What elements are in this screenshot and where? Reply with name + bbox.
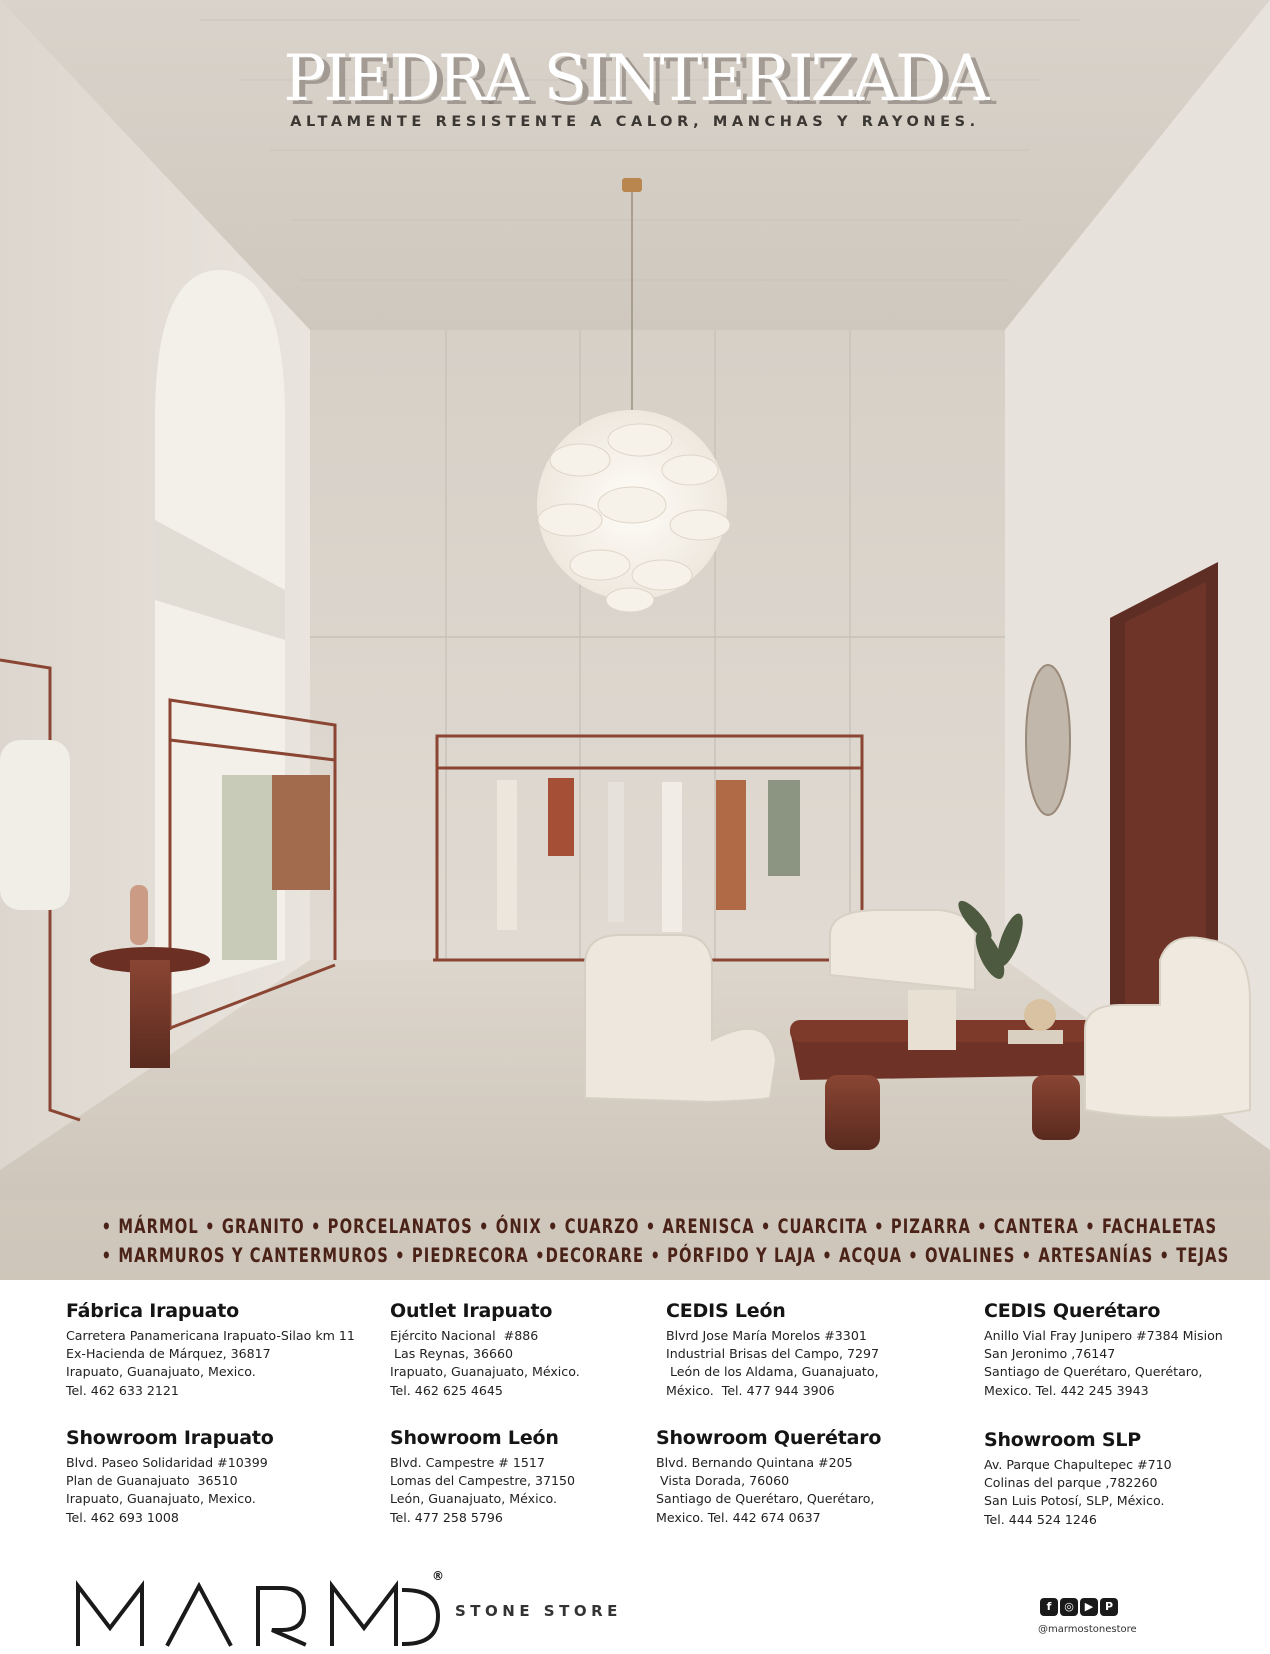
location-cedis-leon <box>666 1300 976 1400</box>
instagram-icon[interactable]: ◎ <box>1060 1598 1078 1616</box>
location-address: Anillo Vial Fray Junipero #7384 Mision San Jeronimo ,76147 Santiago de Querétaro, Querétaro, Mexico. Tel. 442 245 3943 <box>984 1328 1223 1398</box>
location-cedis-queretaro <box>984 1300 1270 1400</box>
location-name: Showroom Irapuato <box>66 1427 274 1449</box>
location-name: Showroom Querétaro <box>656 1427 882 1449</box>
location-name: Fábrica Irapuato <box>66 1300 240 1322</box>
social-icons <box>1040 1598 1118 1616</box>
location-address: Av. Parque Chapultepec #710 Colinas del parque ,782260 San Luis Potosí, SLP, México. Tel. 444 524 1246 <box>984 1457 1172 1527</box>
registered-mark: ® <box>432 1569 444 1583</box>
location-address: Blvrd Jose María Morelos #3301 Industrial Brisas del Campo, 7297 León de los Aldama, Guanajuato, México. Tel. 477 944 3906 <box>666 1328 880 1398</box>
location-name: Showroom SLP <box>984 1429 1142 1451</box>
location-address: Carretera Panamericana Irapuato-Silao km 11 Ex-Hacienda de Márquez, 36817 Irapuato, Guanajuato, Mexico. Tel. 462 633 2121 <box>66 1328 355 1398</box>
materials-line-1: • MÁRMOL • GRANITO • PORCELANATOS • ÓNIX • CUARZO • ARENISCA • CUARCITA • PIZARRA • CANTERA • FACHALETAS <box>101 1215 1218 1238</box>
location-address: Blvd. Paseo Solidaridad #10399 Plan de Guanajuato 36510 Irapuato, Guanajuato, Mexico. Tel. 462 693 1008 <box>66 1455 268 1525</box>
youtube-icon[interactable]: ▶ <box>1080 1598 1098 1616</box>
tagline: STONE STORE <box>455 1602 622 1620</box>
facebook-icon[interactable]: f <box>1040 1598 1058 1616</box>
location-name: Outlet Irapuato <box>390 1300 553 1322</box>
location-showroom-slp <box>984 1429 1270 1529</box>
materials-line-2: • MARMUROS Y CANTERMUROS • PIEDRECORA •DECORARE • PÓRFIDO Y LAJA • ACQUA • OVALINES • ARTESANÍAS • TEJAS <box>101 1244 1230 1267</box>
location-name: CEDIS León <box>666 1300 786 1322</box>
social-handle[interactable]: @marmostonestore <box>1038 1624 1137 1635</box>
location-fabrica-irapuato <box>66 1300 376 1400</box>
subheadline: ALTAMENTE RESISTENTE A CALOR, MANCHAS Y RAYONES. <box>290 114 980 130</box>
location-showroom-leon <box>390 1427 700 1527</box>
location-showroom-queretaro <box>656 1427 966 1527</box>
location-name: Showroom León <box>390 1427 559 1449</box>
headline: PIEDRA SINTERIZADA <box>283 42 987 116</box>
pinterest-icon[interactable]: P <box>1100 1598 1118 1616</box>
location-outlet-irapuato <box>390 1300 700 1400</box>
location-address: Blvd. Bernando Quintana #205 Vista Dorada, 76060 Santiago de Querétaro, Querétaro, Mexico. Tel. 442 674 0637 <box>656 1455 875 1525</box>
location-name: CEDIS Querétaro <box>984 1300 1161 1322</box>
materials-list <box>0 1212 1270 1270</box>
location-showroom-irapuato <box>66 1427 376 1527</box>
location-address: Blvd. Campestre # 1517 Lomas del Campestre, 37150 León, Guanajuato, México. Tel. 477 258 5796 <box>390 1455 576 1525</box>
marmo-logo-mark <box>76 1568 446 1648</box>
footer <box>0 1550 1270 1654</box>
locations-grid <box>0 1280 1270 1540</box>
marmo-logo <box>76 1568 446 1652</box>
location-address: Ejército Nacional #886 Las Reynas, 36660 Irapuato, Guanajuato, México. Tel. 462 625 4645 <box>390 1328 580 1398</box>
